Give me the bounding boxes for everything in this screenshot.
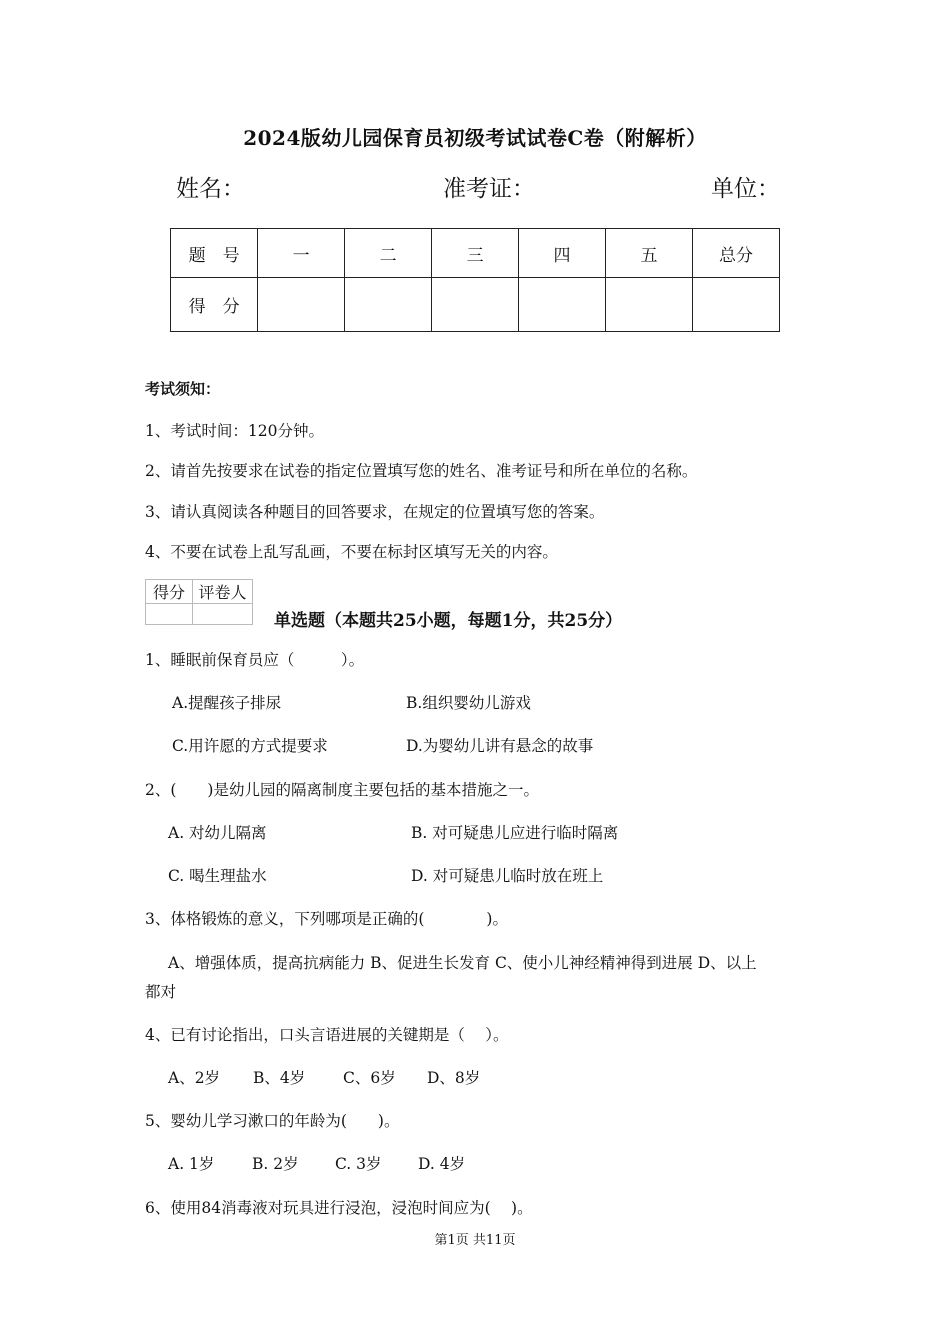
score-table-header-cell: 二: [345, 229, 432, 278]
option-c: C. 3岁: [335, 1155, 382, 1173]
score-table-row-label: 得 分: [171, 278, 258, 332]
option-b: B. 2岁: [252, 1155, 299, 1173]
question-stem: 1、睡眠前保育员应（ ）。: [145, 651, 365, 669]
notice-item: 4、不要在试卷上乱写乱画，不要在标封区填写无关的内容。: [145, 543, 558, 561]
option-b: B. 对可疑患儿应进行临时隔离: [411, 824, 619, 842]
option-d: D. 4岁: [418, 1155, 466, 1173]
score-cell: [432, 278, 519, 332]
option-d: D. 对可疑患儿临时放在班上: [411, 867, 604, 885]
option-b: B、4岁: [253, 1069, 306, 1087]
name-field-label: 姓名：: [176, 176, 245, 202]
notice-heading: 考试须知：: [145, 380, 221, 398]
score-cell: [345, 278, 432, 332]
score-table-header-row: [171, 229, 780, 278]
question-stem: 6、使用84消毒液对玩具进行浸泡，浸泡时间应为( )。: [145, 1199, 533, 1217]
grader-name-cell: [193, 604, 253, 625]
question-stem: 5、婴幼儿学习漱口的年龄为( )。: [145, 1112, 400, 1130]
option-c: C. 喝生理盐水: [168, 867, 267, 885]
section-title: 单选题（本题共25小题，每题1分，共25分）: [274, 611, 623, 631]
option-c: C、6岁: [343, 1069, 396, 1087]
score-table-header-cell: 五: [606, 229, 693, 278]
score-table-header-cell: 一: [258, 229, 345, 278]
grader-score-cell: [146, 604, 193, 625]
notice-item: 2、请首先按要求在试卷的指定位置填写您的姓名、准考证号和所在单位的名称。: [145, 462, 698, 480]
page-title: 2024版幼儿园保育员初级考试试卷C卷（附解析）: [243, 126, 707, 150]
question-options-line: 都对: [145, 983, 177, 1001]
option-a: A.提醒孩子排尿: [172, 694, 282, 712]
exam-number-field-label: 准考证：: [443, 176, 535, 202]
score-table-header-cell: 四: [519, 229, 606, 278]
score-table-header-cell: 题 号: [171, 229, 258, 278]
question-options-line: A、增强体质，提高抗病能力 B、促进生长发育 C、使小儿神经精神得到进展 D、以上: [168, 954, 757, 972]
score-cell: [519, 278, 606, 332]
option-d: D、8岁: [427, 1069, 481, 1087]
option-a: A. 对幼儿隔离: [168, 824, 267, 842]
score-cell: [692, 278, 779, 332]
option-a: A、2岁: [168, 1069, 221, 1087]
question-stem: 3、体格锻炼的意义，下列哪项是正确的( )。: [145, 910, 508, 928]
option-a: A. 1岁: [168, 1155, 215, 1173]
grader-table: [145, 579, 253, 625]
score-table-header-cell: 三: [432, 229, 519, 278]
option-d: D.为婴幼儿讲有悬念的故事: [406, 737, 594, 755]
grader-score-label: 得分: [146, 580, 193, 604]
score-table-header-cell: 总分: [692, 229, 779, 278]
score-cell: [606, 278, 693, 332]
score-table: [170, 228, 780, 332]
page-footer: 第1页 共11页: [434, 1233, 516, 1248]
score-cell: [258, 278, 345, 332]
score-table-score-row: [171, 278, 780, 332]
notice-item: 3、请认真阅读各种题目的回答要求，在规定的位置填写您的答案。: [145, 503, 605, 521]
unit-field-label: 单位：: [711, 176, 780, 202]
notice-item: 1、考试时间：120分钟。: [145, 422, 324, 440]
grader-name-label: 评卷人: [193, 580, 253, 604]
option-c: C.用许愿的方式提要求: [172, 737, 328, 755]
question-stem: 2、( )是幼儿园的隔离制度主要包括的基本措施之一。: [145, 781, 539, 799]
question-stem: 4、已有讨论指出，口头言语进展的关键期是（ ）。: [145, 1026, 509, 1044]
option-b: B.组织婴幼儿游戏: [406, 694, 531, 712]
